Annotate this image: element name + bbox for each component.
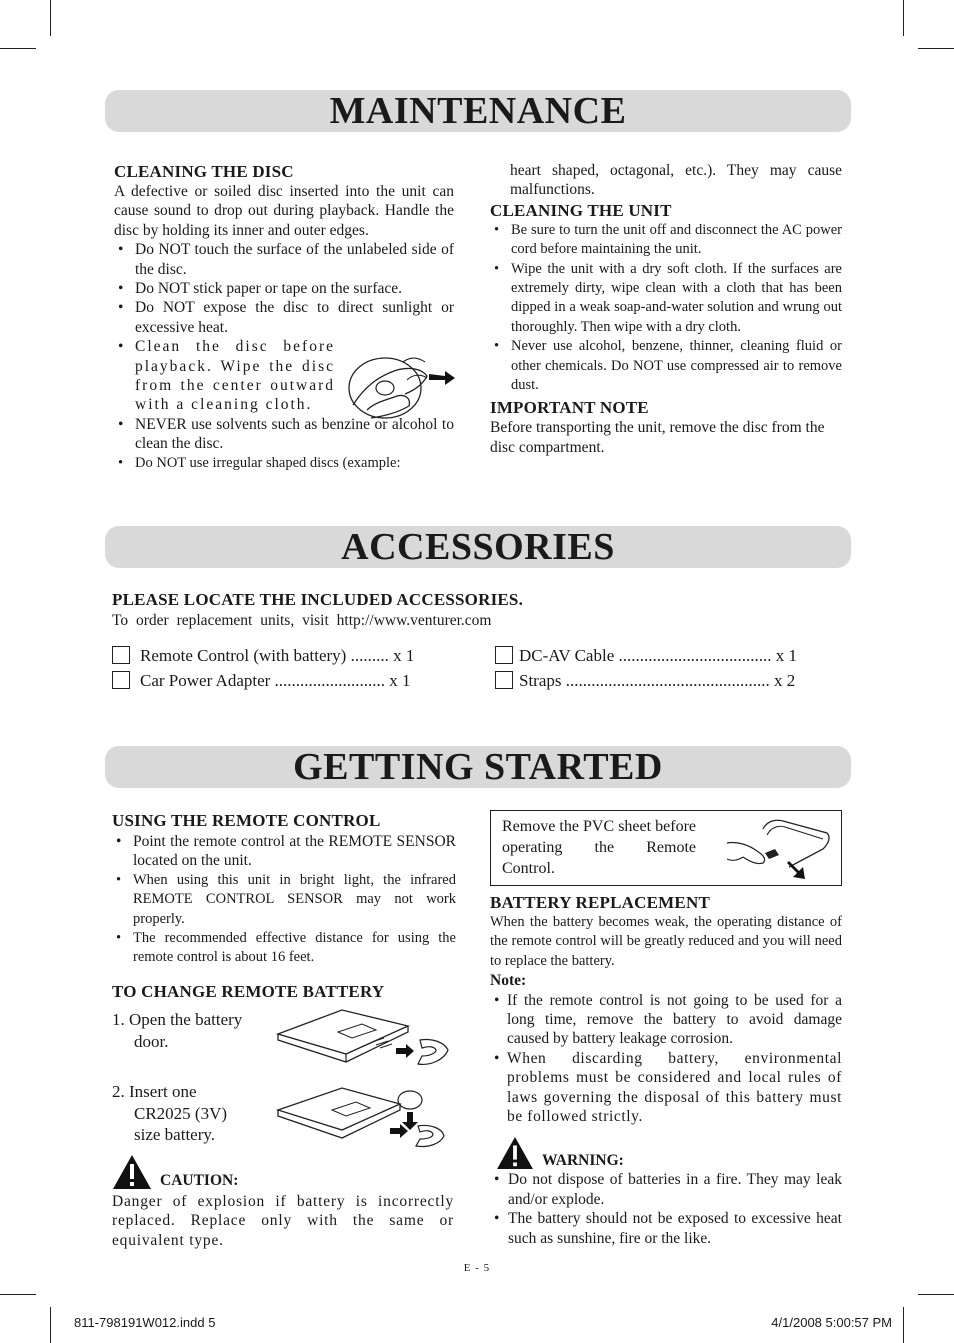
accessory-label: DC-AV Cable .................................... x 1: [519, 646, 797, 665]
accessory-item: [495, 670, 795, 691]
accessories-intro: To order replacement units, visit http://www.venturer.com: [112, 612, 492, 629]
cleaning-disc-continuation: heart shaped, octagonal, etc.). They may cause malfunctions.: [510, 162, 842, 199]
footer-file: 811-798191W012.indd 5: [74, 1315, 216, 1330]
crop-mark: [0, 1294, 36, 1295]
caution-label: CAUTION:: [160, 1171, 239, 1189]
cleaning-unit-section: [490, 161, 842, 457]
accessory-item: [112, 645, 414, 666]
accessories-heading: PLEASE LOCATE THE INCLUDED ACCESSORIES.: [112, 590, 524, 609]
list-item: • Do NOT expose the disc to direct sunlight or excessive heat.: [114, 298, 454, 337]
crop-mark: [903, 0, 904, 36]
battery-replacement-text: When the battery becomes weak, the operating distance of the remote control will be greatly reduced and you will need to replace the battery.: [490, 914, 842, 969]
important-note-heading: IMPORTANT NOTE: [490, 398, 649, 418]
list-item: • NEVER use solvents such as benzine or alcohol to clean the disc.: [114, 415, 454, 454]
checkbox[interactable]: [495, 671, 513, 689]
list-item: • Wipe the unit with a dry soft cloth. If the surfaces are extremely dirty, wipe clean with a cloth that has been dipped in a weak soap-and-water solution and wrung out thoroughly. Then wipe with a dry cloth.: [490, 260, 842, 338]
getting-started-title: GETTING STARTED: [293, 746, 663, 788]
checkbox[interactable]: [495, 646, 513, 664]
accessory-label: Remote Control (with battery) ......... x 1: [140, 646, 415, 665]
battery-step-2: 2. Insert one CR2025 (3V) size battery.: [112, 1082, 228, 1144]
list-item: • Do NOT touch the surface of the unlabeled side of the disc.: [114, 240, 454, 279]
accessory-label: Car Power Adapter .......................... x 1: [140, 671, 411, 690]
cleaning-unit-heading: CLEANING THE UNIT: [490, 200, 672, 220]
remote-list: [112, 832, 456, 968]
maintenance-title: MAINTENANCE: [329, 90, 627, 132]
page-number: E - 5: [463, 1262, 491, 1274]
cleaning-unit-list: [490, 221, 842, 396]
battery-note-list: [490, 991, 842, 1127]
note-label: Note:: [490, 972, 527, 990]
list-item: • Do NOT stick paper or tape on the surface.: [114, 279, 454, 298]
list-item: • Never use alcohol, benzene, thinner, cleaning fluid or other chemicals. Do NOT use compressed air to remove dust.: [490, 337, 842, 395]
accessory-label: Straps ................................................ x 2: [519, 671, 796, 690]
cleaning-disc-section: [114, 161, 454, 473]
list-item: • Point the remote control at the REMOTE SENSOR located on the unit.: [112, 832, 456, 871]
crop-mark: [918, 48, 954, 49]
list-item: • The recommended effective distance for using the remote control is about 16 feet.: [112, 929, 456, 968]
maintenance-banner: [105, 90, 851, 132]
remote-section: [112, 810, 456, 1002]
list-item: • When using this unit in bright light, the infrared REMOTE CONTROL SENSOR may not work properly.: [112, 871, 456, 929]
battery-replacement-heading: BATTERY REPLACEMENT: [490, 893, 710, 912]
checkbox[interactable]: [112, 646, 130, 664]
crop-mark: [918, 1294, 954, 1295]
footer-timestamp: 4/1/2008 5:00:57 PM: [771, 1315, 892, 1330]
list-item: • Do NOT use irregular shaped discs (example:: [114, 454, 454, 473]
accessory-item: [112, 670, 411, 691]
disc-cleaning-illustration: [345, 350, 457, 422]
warning-triangle-icon: [112, 1154, 152, 1190]
crop-mark: [50, 1307, 51, 1343]
accessory-item: [495, 645, 797, 666]
caution-section: [112, 1154, 454, 1250]
important-note-text: Before transporting the unit, remove the disc from the disc compartment.: [490, 419, 825, 456]
cleaning-disc-intro: A defective or soiled disc inserted into the unit can cause sound to drop out during playback. Handle the disc by holding its inner and outer edges.: [114, 183, 454, 239]
list-item: • Do not dispose of batteries in a fire. They may leak and/or explode.: [490, 1170, 842, 1209]
caution-row: [112, 1154, 454, 1190]
accessories-banner: [105, 526, 851, 568]
remote-insert-battery-illustration: [272, 1082, 454, 1152]
battery-step-1: 1. Open the battery door.: [112, 1010, 243, 1051]
list-item: • If the remote control is not going to be used for a long time, remove the battery to avoid damage caused by battery leakage corrosion.: [490, 991, 842, 1049]
warning-label: WARNING:: [542, 1152, 624, 1170]
warning-list: [490, 1170, 842, 1248]
list-item: • Clean the disc before playback. Wipe the disc from the center outward with a cleaning cloth.: [114, 337, 335, 415]
change-battery-heading: TO CHANGE REMOTE BATTERY: [112, 981, 385, 1001]
accessories-title: ACCESSORIES: [341, 526, 615, 568]
crop-mark: [0, 48, 36, 49]
pvc-note-box: [490, 810, 842, 886]
remote-pvc-sheet-illustration: [723, 815, 835, 881]
warning-row: [496, 1136, 842, 1170]
crop-mark: [50, 0, 51, 36]
warning-triangle-icon: [496, 1136, 534, 1170]
list-item: • When discarding battery, environmental problems must be considered and local rules of laws governing the disposal of this battery must be followed strictly.: [490, 1049, 842, 1127]
caution-text: Danger of explosion if battery is incorrectly replaced. Replace only with the same or equivalent type.: [112, 1193, 454, 1249]
getting-started-banner: [105, 746, 851, 788]
list-item: • The battery should not be exposed to excessive heat such as sunshine, fire or the like.: [490, 1209, 842, 1248]
battery-replacement-section: [490, 892, 842, 1248]
crop-mark: [903, 1307, 904, 1343]
remote-heading: USING THE REMOTE CONTROL: [112, 811, 381, 830]
pvc-note-text: Remove the PVC sheet before operating the Remote Control.: [502, 818, 696, 877]
remote-battery-door-illustration: [272, 1004, 454, 1074]
checkbox[interactable]: [112, 671, 130, 689]
list-item: • Be sure to turn the unit off and disconnect the AC power cord before maintaining the unit.: [490, 221, 842, 260]
cleaning-disc-heading: CLEANING THE DISC: [114, 162, 294, 181]
